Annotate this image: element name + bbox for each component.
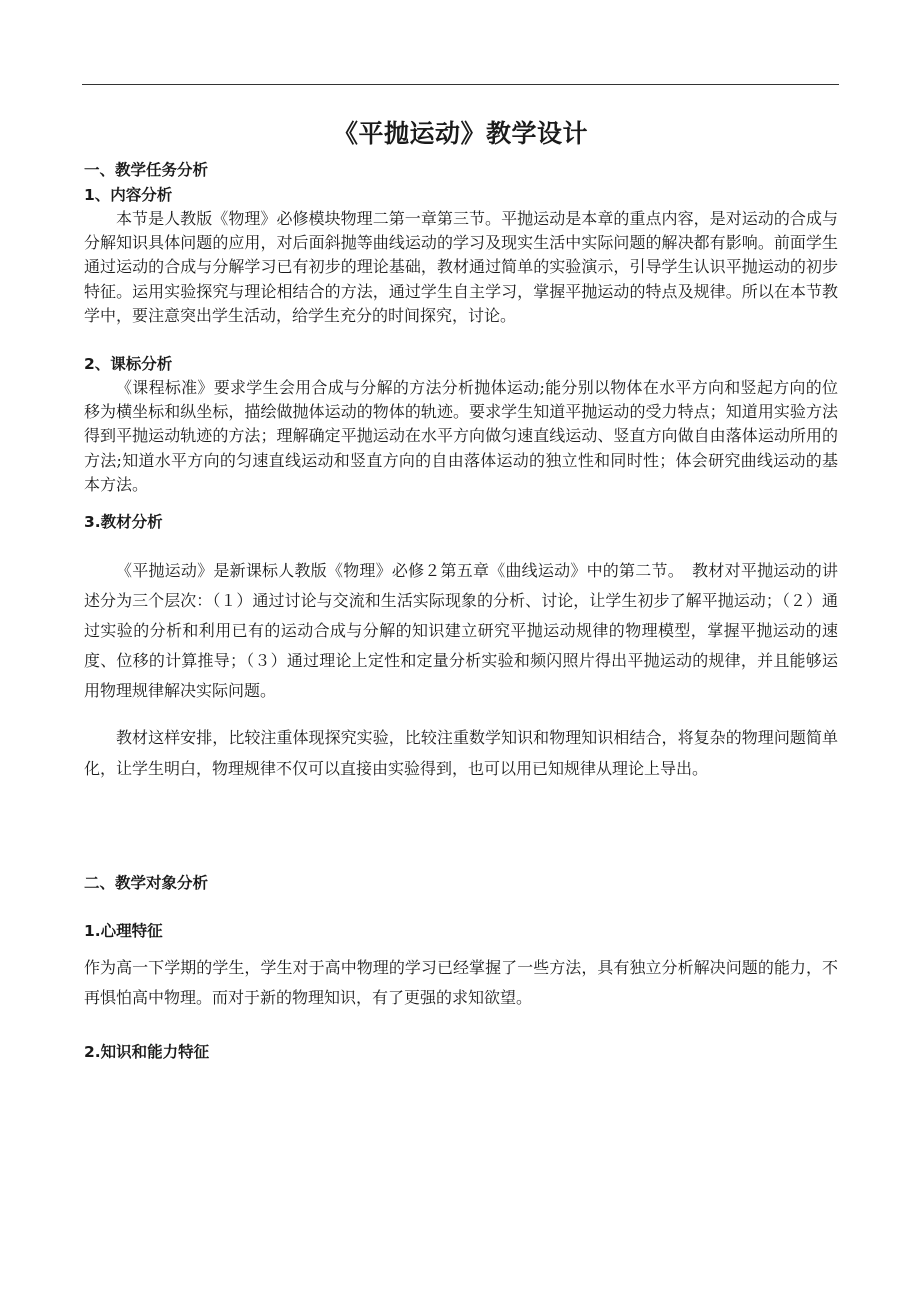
section-1-heading: 一、教学任务分析 xyxy=(84,161,209,179)
page-title: 《平抛运动》教学设计 xyxy=(332,119,588,148)
content-analysis-paragraph: 本节是人教版《物理》必修模块物理二第一章第三节。平抛运动是本章的重点内容，是对运动的合成与分解知识具体问题的应用，对后面斜抛等曲线运动的学习及现实生活中实际问题的解决都有影响。前面学生通过运动的合成与分解学习已有初步的理论基础，教材通过简单的实验演示，引导学生认识平抛运动的初步特征。运用实验探究与理论相结合的方法，通过学生自主学习，掌握平抛运动的特点及规律。所以在本节教学中，要注意突出学生活动，给学生充分的时间探究，讨论。 xyxy=(84,209,838,325)
textbook-analysis-paragraph-2: 教材这样安排，比较注重体现探究实验，比较注重数学知识和物理知识相结合，将复杂的物理问题简单化，让学生明白，物理规律不仅可以直接由实验得到，也可以用已知规律从理论上导出。 xyxy=(84,728,838,778)
subsection-1-2-heading: 2、课标分析 xyxy=(84,355,173,373)
section-2-heading: 二、教学对象分析 xyxy=(84,874,209,892)
curriculum-analysis-paragraph: 《课程标准》要求学生会用合成与分解的方法分析抛体运动;能分别以物体在水平方向和竖起方向的位移为横坐标和纵坐标，描绘做抛体运动的物体的轨迹。要求学生知道平抛运动的受力特点；知道用实验方法得到平抛运动轨迹的方法；理解确定平抛运动在水平方向做匀速直线运动、竖直方向做自由落体运动所用的方法;知道水平方向的匀速直线运动和竖直方向的自由落体运动的独立性和同时性；体会研究曲线运动的基本方法。 xyxy=(84,378,838,494)
textbook-analysis-paragraph-1: 《平抛运动》是新课标人教版《物理》必修２第五章《曲线运动》中的第二节。 教材对平抛运动的讲述分为三个层次：（１）通过讨论与交流和生活实际现象的分析、讨论，让学生初步了解平抛运动；（２）通过实验的分析和利用已有的运动合成与分解的知识建立研究平抛运动规律的物理模型，掌握平抛运动的速度、位移的计算推导；（３）通过理论上定性和定量分析实验和频闪照片得出平抛运动的规律，并且能够运用物理规律解决实际问题。 xyxy=(84,561,838,700)
subsection-1-1-heading: 1、内容分析 xyxy=(84,186,173,204)
psychological-traits-paragraph: 作为高一下学期的学生，学生对于高中物理的学习已经掌握了一些方法，具有独立分析解决问题的能力，不再惧怕高中物理。而对于新的物理知识，有了更强的求知欲望。 xyxy=(84,958,838,1007)
subsection-1-3-heading: 3.教材分析 xyxy=(84,513,163,531)
subsection-2-2-heading: 2.知识和能力特征 xyxy=(84,1043,210,1061)
subsection-2-1-heading: 1.心理特征 xyxy=(84,922,163,940)
header-rule xyxy=(82,84,839,85)
